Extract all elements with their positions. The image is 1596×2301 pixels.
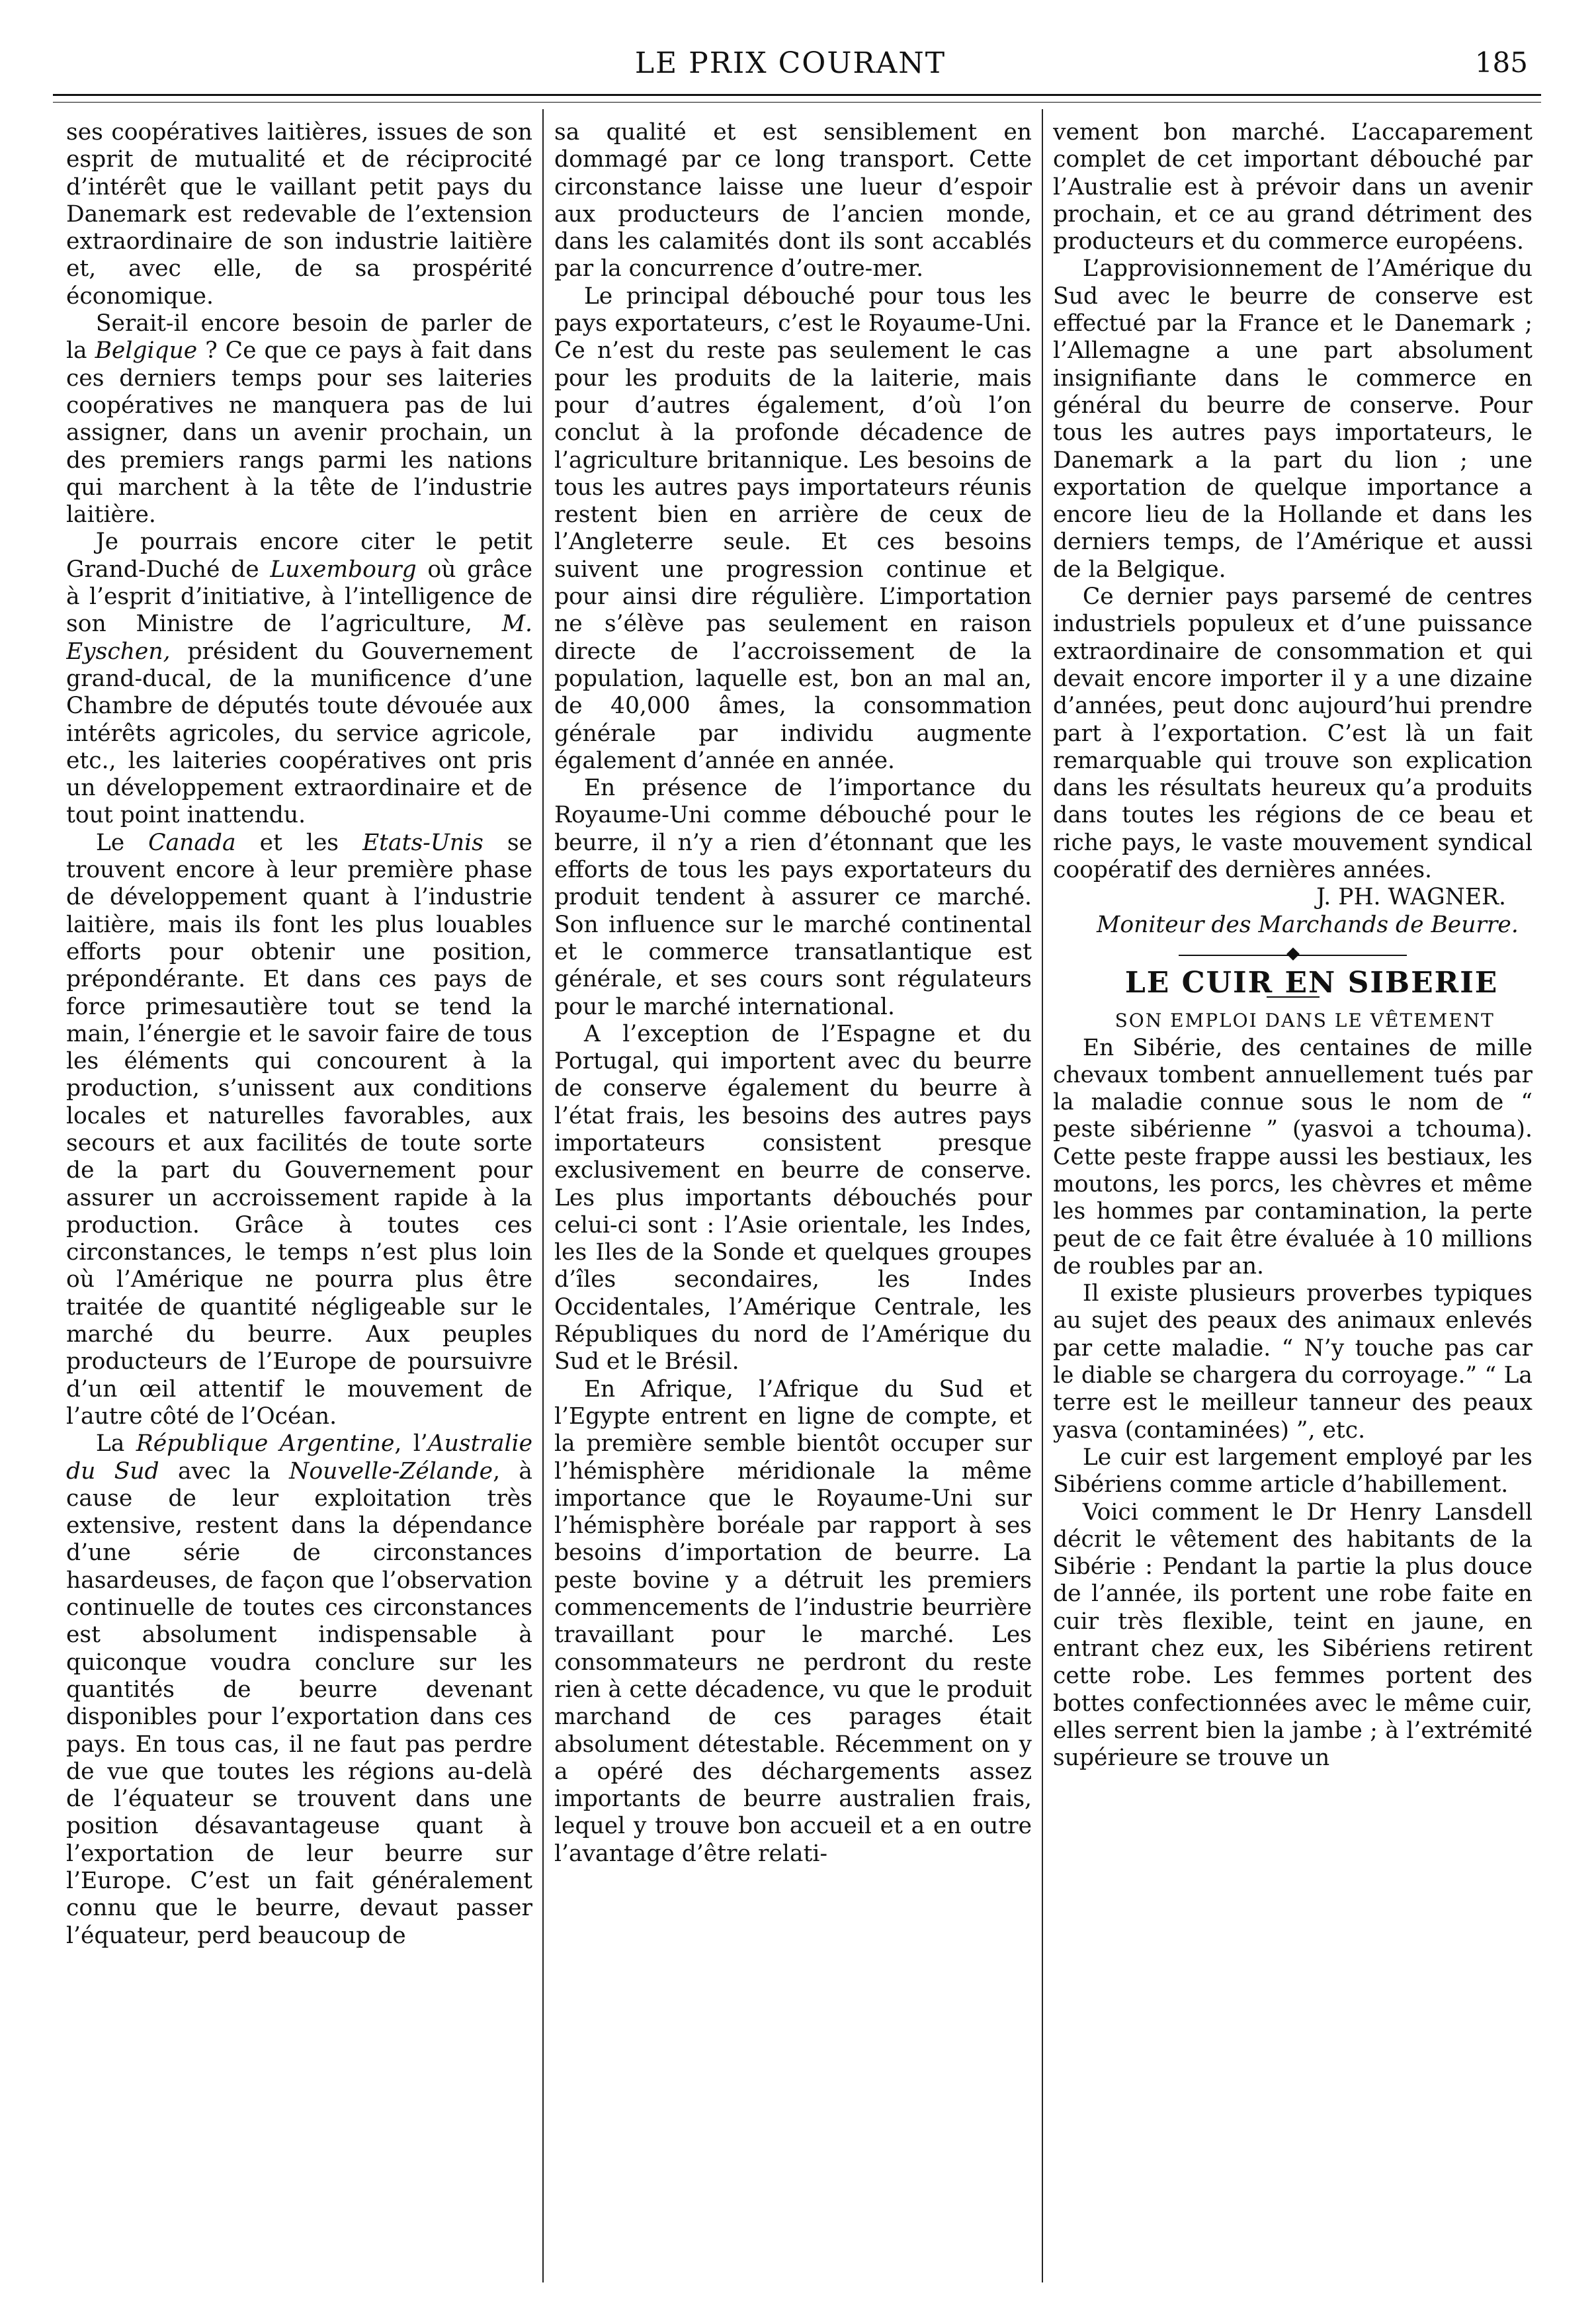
column-2 bbox=[554, 119, 1032, 2289]
paragraph: L’approvisionnement de l’Amérique du Sud avec le beurre de conserve est effectué par la France et le Danemark ; l’Allemagne a une part absolument insignifiante dans le commerce en général du beurre de conserve. Pour tous les autres pays importateurs, le Danemark a la part du lion ; une exportation de quelque importance a encore lieu de la Hollande et dans les derniers temps, de l’Amérique et aussi de la Belgique. bbox=[1053, 255, 1533, 583]
paragraph: sa qualité et est sensiblement en dommagé par ce long transport. Cette circonstance laisse une lueur d’espoir aux producteurs de l’ancien monde, dans les calamités dont ils sont accablés par la concurrence d’outre-mer. bbox=[554, 119, 1032, 282]
paragraph: La République Argentine, l’Australie du Sud avec la Nouvelle-Zélande, à cause de leur exploitation très extensive, restent dans la dépendance d’une série de circonstances hasardeuses, de façon que l’observation continuelle de toutes ces circonstances est absolument indispensable à quiconque voudra conclure sur les quantités de beurre devenant disponibles pour l’exportation dans ces pays. En tous cas, il ne faut pas perdre de vue que toutes les régions au-delà de l’équateur se trouvent dans une position désavantageuse quant à l’exportation de leur beurre sur l’Europe. C’est un fait généralement connu que le beurre, devaut passer l’équateur, perd beaucoup de bbox=[66, 1430, 532, 1949]
paragraph: vement bon marché. L’accaparement complet de cet important débouché par l’Australie est à prévoir dans un avenir prochain, et ce au grand détriment des producteurs et du commerce européens. bbox=[1053, 119, 1533, 255]
header-rule bbox=[53, 94, 1541, 96]
paragraph: Voici comment le Dr Henry Lansdell décrit le vêtement des habitants de la Sibérie : Pendant la partie la plus douce de l’année, ils portent une robe faite en cuir très flexible, teint en jaune, en entrant chez eux, les Sibériens retirent cette robe. Les femmes portent des bottes confectionnées avec le même cuir, elles serrent bien la jambe ; à l’extrémité supérieure se trouve un bbox=[1053, 1498, 1533, 1772]
paragraph: Le Canada et les Etats-Unis se trouvent encore à leur première phase de développement quant à l’industrie laitière, mais ils font les plus louables efforts pour obtenir une position, prépondérante. Et dans ces pays de force primesautière tout se tend la main, l’énergie et le savoir faire de tous les éléments qui concourent à la production, s’unissent aux conditions locales et naturelles favorables, aux secours et aux facilités de toute sorte de la part du Gouvernement pour assurer un accroissement rapide à la production. Grâce à toutes ces circonstances, le temps n’est plus loin où l’Amérique ne pourra plus être traitée de quantité négligeable sur le marché du beurre. Aux peuples producteurs de l’Europe de poursuivre d’un œil attentif le mouvement de l’autre côté de l’Océan. bbox=[66, 829, 532, 1430]
paragraph: En Sibérie, des centaines de mille chevaux tombent annuellement tués par la maladie connue sous le nom de “ peste sibérienne ” (yasvoi a tchouma). Cette peste frappe aussi les bestiaux, les moutons, les porcs, les chèvres et même les hommes par contamination, la perte peut de ce fait être évaluée à 10 millions de roubles par an. bbox=[1053, 1034, 1533, 1280]
column-divider-1 bbox=[542, 109, 544, 2282]
paragraph: Le cuir est largement employé par les Sibériens comme article d’habillement. bbox=[1053, 1444, 1533, 1498]
paragraph: ses coopératives laitières, issues de son esprit de mutualité et de réciprocité d’intérêt que le vaillant petit pays du Danemark est redevable de l’extension extraordinaire de son industrie laitière et, avec elle, de sa prospérité économique. bbox=[66, 119, 532, 310]
page-number: 185 bbox=[1474, 46, 1528, 79]
paragraph: A l’exception de l’Espagne et du Portugal, qui importent avec du beurre de conserve également du beurre à l’état frais, les besoins des autres pays importateurs consistent presque exclusivement en beurre de conserve. Les plus importants débouchés pour celui-ci sont : l’Asie orientale, les Indes, les Iles de la Sonde et quelques groupes d’îles secondaires, les Indes Occidentales, l’Amérique Centrale, les Républiques du nord de l’Amérique du Sud et le Brésil. bbox=[554, 1020, 1032, 1375]
column-1 bbox=[66, 119, 532, 2289]
author-signature: J. PH. WAGNER. bbox=[1316, 884, 1506, 911]
source-attribution: Moniteur des Marchands de Beurre. bbox=[1097, 911, 1519, 938]
article-heading: LE CUIR EN SIBERIE bbox=[1124, 965, 1499, 1000]
paragraph: Le principal débouché pour tous les pays exportateurs, c’est le Royaume-Uni. Ce n’est du reste pas seulement le cas pour les produits de la laiterie, mais pour d’autres également, d’où l’on conclut à la profonde décadence de l’agriculture britannique. Les besoins de tous les autres pays importateurs réunis restent bien en arrière de ceux de l’Angleterre seule. Et ces besoins suivent une progression continue et pour ainsi dire régulière. L’importation ne s’élève pas seulement en raison directe de l’accroissement de la population, laquelle est, bon an mal an, de 40,000 âmes, la consommation générale par individu augmente également d’année en année. bbox=[554, 282, 1032, 774]
running-title: LE PRIX COURANT bbox=[634, 46, 946, 80]
paragraph: En présence de l’importance du Royaume-Uni comme débouché pour le beurre, il n’y a rien d’étonnant que les efforts de tous les pays exportateurs du produit tendent à assurer ce marché. Son influence sur le marché continental et le commerce transatlantique est générale, et ses cours sont régulateurs pour le marché international. bbox=[554, 775, 1032, 1020]
paragraph: Je pourrais encore citer le petit Grand-Duché de Luxembourg où grâce à l’esprit d’initiative, à l’intelligence de son Ministre de l’agriculture, M. Eyschen, président du Gouvernement grand-ducal, de la munificence d’une Chambre de députés toute dévouée aux intérêts agricoles, du service agricole, etc., les laiteries coopératives ont pris un développement extraordinaire et de tout point inattendu. bbox=[66, 529, 532, 829]
paragraph: Ce dernier pays parsemé de centres industriels populeux et d’une puissance extraordinaire de consommation et qui devait encore importer il y a une dizaine d’années, peut donc aujourd’hui prendre part à l’exportation. C’est là un fait remarquable qui trouve son explication dans les résultats heureux qu’a produits dans toutes les régions de ce beau et riche pays, le vaste mouvement syndical coopératif des dernières années. bbox=[1053, 584, 1533, 884]
column-3 bbox=[1053, 119, 1533, 2289]
article-subheading: SON EMPLOI DANS LE VÊTEMENT bbox=[1114, 1010, 1495, 1032]
paragraph: Il existe plusieurs proverbes typiques au sujet des peaux des animaux enlevés par cette maladie. “ N’y touche pas car le diable se chargera du corroyage.” “ La terre est le meilleur tanneur des peaux yasva (contaminées) ”, etc. bbox=[1053, 1280, 1533, 1444]
section-ornament bbox=[1053, 945, 1533, 965]
page-header bbox=[53, 46, 1528, 93]
paragraph: En Afrique, l’Afrique du Sud et l’Egypte entrent en ligne de compte, et la première semble bientôt occuper sur l’hémisphère méridionale la même importance que le Royaume-Uni sur l’hémisphère boréale par rapport à ses besoins d’importation de beurre. La peste bovine y a détruit les premiers commencements de l’industrie beurrière travaillant pour le marché. Les consommateurs ne perdront du reste rien à cette décadence, vu que le produit marchand de ces parages était absolument détestable. Récemment on y a opéré des déchargements assez importants de beurre australien frais, lequel y trouve bon accueil et a en outre l’avantage d’être relati- bbox=[554, 1375, 1032, 1867]
header-rule-thin bbox=[53, 102, 1541, 103]
column-divider-2 bbox=[1042, 109, 1043, 2282]
paragraph: Serait-il encore besoin de parler de la Belgique ? Ce que ce pays à fait dans ces derniers temps pour ses laiteries coopératives ne manquera pas de lui assigner, dans un avenir prochain, un des premiers rangs parmi les nations qui marchent à la tête de l’industrie laitière. bbox=[66, 310, 532, 529]
